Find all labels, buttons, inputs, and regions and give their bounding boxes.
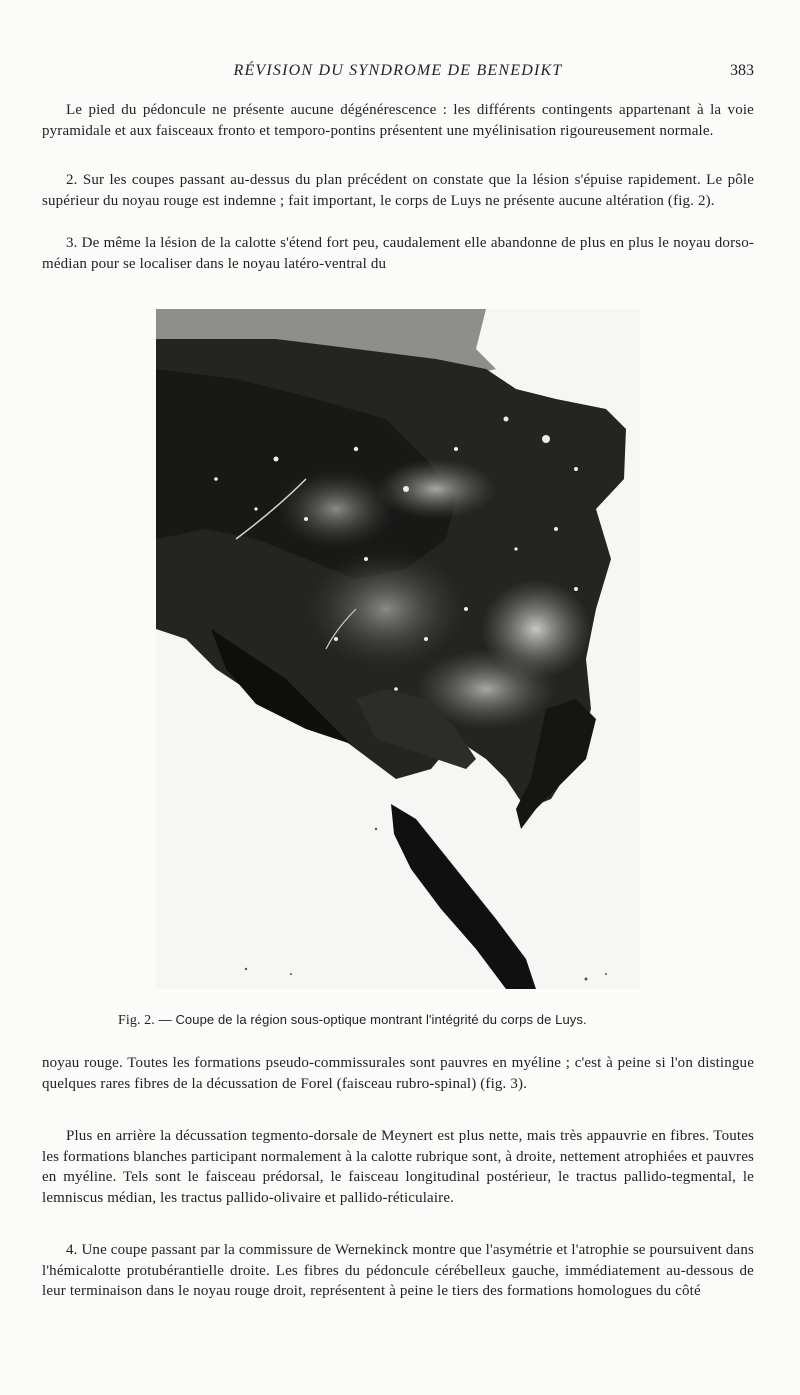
- figure-caption: [118, 1012, 688, 1029]
- paragraph-noyau-rouge: noyau rouge. Toutes les formations pseudo-commissurales sont pauvres en myéline ; c'est à peine si l'on distingue quelques rares fibres de la décussation de Forel (faisceau rubro-spinal) (fig. 3).: [42, 1055, 754, 1092]
- paragraph-coupes-2: 2. Sur les coupes passant au-dessus du plan précédent on constate que la lésion s'épuise rapidement. Le pôle supérieur du noyau rouge est indemne ; fait important, le corps de Luys ne présente aucune altération (fig. 2).: [42, 172, 754, 209]
- paragraph-wernekinck-4: 4. Une coupe passant par la commissure de Wernekinck montre que l'asymétrie et l'atrophie se poursuivent dans l'hémicalotte protubérantielle droite. Les fibres du pédoncule cérébelleux gauche, immédiatement au-dessous de leur terminaison dans le noyau rouge droit, représentent à peine le tiers des formations homologues du côté: [42, 1242, 754, 1300]
- caption-dash: —: [158, 1012, 172, 1027]
- running-title: RÉVISION DU SYNDROME DE BENEDIKT: [233, 62, 563, 79]
- caption-text: Coupe de la région sous-optique montrant l'intégrité du corps de Luys.: [175, 1012, 587, 1027]
- brain-section-photograph: [156, 309, 640, 989]
- page-number: 383: [730, 62, 754, 79]
- figure-label: Fig. 2.: [118, 1013, 155, 1028]
- paragraph-calotte-3: 3. De même la lésion de la calotte s'étend fort peu, caudalement elle abandonne de plus en plus le noyau dorso-médian pour se localiser dans le noyau latéro-ventral du: [42, 235, 754, 272]
- paragraph-pied-pedoncule: Le pied du pédoncule ne présente aucune dégénérescence : les différents contingents appartenant à la voie pyramidale et aux faisceaux fronto et temporo-pontins présentent une myélinisation rigoureusement normale.: [42, 102, 754, 139]
- running-head: [42, 62, 754, 84]
- paragraph-meynert: Plus en arrière la décussation tegmento-dorsale de Meynert est plus nette, mais très appauvrie en fibres. Toutes les formations blanches participant normalement à la calotte rubrique sont, à droite, nettement atrophiées et pauvres en myéline. Tels sont le faisceau prédorsal, le faisceau longitudinal postérieur, le tractus pallido-tegmental, le lemniscus médian, les tractus pallido-olivaire et pallido-réticulaire.: [42, 1128, 754, 1207]
